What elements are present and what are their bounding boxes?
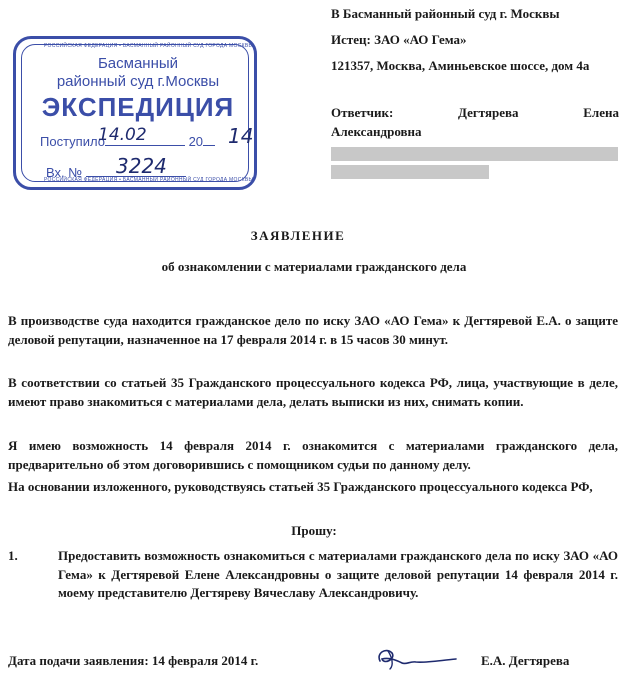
- addressee-court: В Басманный районный суд г. Москвы: [331, 6, 560, 21]
- stamp-year-line: [203, 133, 215, 146]
- stamp-handwritten-date: 14.02: [98, 125, 147, 145]
- stamp-year-prefix: 20: [188, 134, 204, 149]
- stamp-received-label: Поступило: [40, 134, 105, 149]
- stamp-handwritten-year: 14: [228, 124, 254, 148]
- paragraph-2: В соответствии со статьей 35 Гражданского процессуального кодекса РФ, лица, участвующие в деле, имеют право знакомиться с материалами дела, делать выписки из них, снимать копии.: [8, 375, 618, 409]
- stamp-court-line2: районный суд г.Москвы: [56, 73, 220, 90]
- document-subtitle: об ознакомлении с материалами гражданского дела: [161, 259, 467, 274]
- request-item-number: 1.: [8, 548, 18, 563]
- defendant-surname: Дегтярева: [458, 105, 519, 120]
- addressee-plaintiff: Истец: ЗАО «АО Гема»: [331, 32, 467, 47]
- stamp-ring-text-top: РОССИЙСКАЯ ФЕДЕРАЦИЯ • БАСМАННЫЙ РАЙОННЫЙ СУД ГОРОДА МОСКВЫ: [44, 43, 254, 49]
- defendant-first-name: Елена: [583, 105, 619, 120]
- defendant-label: Ответчик:: [331, 105, 394, 120]
- stamp-handwritten-number: 3224: [116, 154, 167, 178]
- handwritten-signature: [372, 643, 462, 673]
- stamp-court-name: [36, 55, 240, 91]
- stamp-ring-text-bottom: РОССИЙСКАЯ ФЕДЕРАЦИЯ • БАСМАННЫЙ РАЙОННЫЙ СУД ГОРОДА МОСКВЫ: [44, 177, 254, 183]
- paragraph-1: В производстве суда находится гражданское дело по иску ЗАО «АО Гема» к Дегтяревой Е.А. о защите деловой репутации, назначенное на 17 февраля 2014 г. в 15 часов 30 минут.: [8, 313, 618, 347]
- stamp-incoming-label: Вх. №: [46, 165, 83, 180]
- defendant-patronymic: Александровна: [331, 124, 422, 139]
- document-title: ЗАЯВЛЕНИЕ: [250, 228, 346, 243]
- stamp-court-line1: Басманный: [97, 55, 179, 72]
- paragraph-4: На основании изложенного, руководствуясь статьей 35 Гражданского процессуального кодекса РФ,: [8, 479, 593, 494]
- request-heading: Прошу:: [291, 523, 337, 538]
- request-item-text: Предоставить возможность ознакомиться с материалами гражданского дела по иску ЗАО «АО Гема» к Дегтяревой Елене Александровны о защите деловой репутации 14 февраля 2014 г. моему представителю Дегтяреву Вячеславу Александровичу.: [58, 548, 618, 600]
- defendant-row: [331, 103, 619, 122]
- redacted-block-2: [331, 165, 489, 179]
- addressee-defendant: [331, 103, 619, 141]
- signer-name: Е.А. Дегтярева: [481, 653, 570, 668]
- redacted-block-1: [331, 147, 618, 161]
- court-stamp: [13, 36, 257, 190]
- paragraph-3: Я имею возможность 14 февраля 2014 г. ознакомится с материалами гражданского дела, предварительно об этом договорившись с помощником судьи по данному делу.: [8, 438, 618, 472]
- stamp-department: ЭКСПЕДИЦИЯ: [41, 92, 235, 122]
- submission-date: Дата подачи заявления: 14 февраля 2014 г.: [8, 653, 259, 668]
- plaintiff-address: 121357, Москва, Аминьевское шоссе, дом 4а: [331, 58, 590, 73]
